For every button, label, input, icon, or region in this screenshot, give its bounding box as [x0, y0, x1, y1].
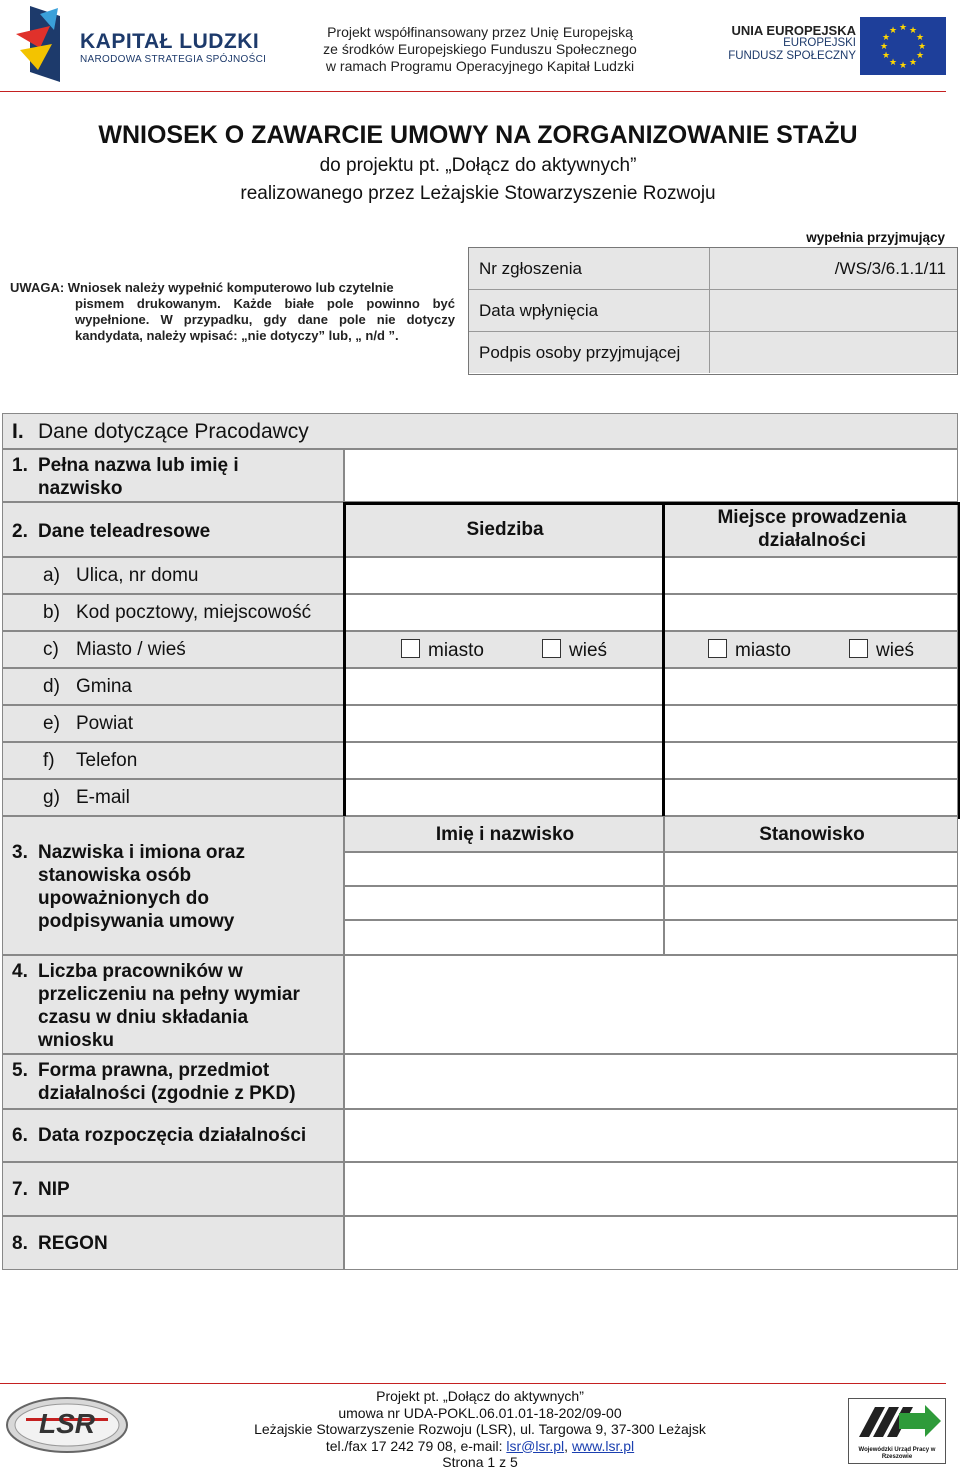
- svg-text:★: ★: [881, 33, 891, 43]
- eu-flag-icon: [860, 17, 946, 75]
- footer-line: Projekt pt. „Dołącz do aktywnych”: [376, 1388, 584, 1404]
- row-label: E-mail: [76, 787, 130, 808]
- row-label: Gmina: [76, 676, 132, 697]
- instruction-line: UWAGA: Wniosek należy wypełnić komputerowo lub czytelnie: [10, 280, 394, 295]
- addr-row-label: [2, 742, 344, 779]
- signatory-position-input[interactable]: [664, 886, 958, 920]
- receiver-row: [469, 248, 957, 290]
- q3-label-cell: [2, 816, 344, 955]
- footer-contact: [230, 1438, 730, 1455]
- start-date-input[interactable]: [344, 1109, 958, 1162]
- svg-text:★: ★: [908, 26, 918, 36]
- lsr-logo: [4, 1394, 130, 1456]
- question-number: 3.: [12, 842, 28, 863]
- q1-label-cell: [2, 449, 344, 502]
- employee-count-input[interactable]: [344, 955, 958, 1054]
- cofinancing-text: [300, 24, 660, 75]
- svg-text:★: ★: [888, 26, 898, 36]
- receiver-row-label: Nr zgłoszenia: [479, 259, 582, 278]
- wup-logo: [848, 1398, 946, 1464]
- registration-number-field[interactable]: [709, 248, 958, 289]
- svg-text:★: ★: [915, 33, 925, 43]
- question-label: NIP: [38, 1179, 70, 1200]
- addr-row-label: [2, 594, 344, 631]
- option-label: wieś: [876, 640, 915, 661]
- question-number: 8.: [12, 1233, 28, 1254]
- wup-logo-text: Wojewódzki Urząd Pracy w Rzeszowie: [858, 1447, 936, 1460]
- footer-text: [230, 1388, 730, 1471]
- row-letter: e): [43, 713, 60, 734]
- svg-text:★: ★: [881, 51, 891, 61]
- addr-row-label: [2, 779, 344, 816]
- question-label: Data rozpoczęcia działalności: [38, 1125, 307, 1146]
- contact-separator: ,: [564, 1437, 572, 1454]
- wup-arrows-icon: [849, 1399, 945, 1447]
- page-number: Strona 1 z 5: [442, 1454, 518, 1470]
- receiver-row: [469, 290, 957, 332]
- full-name-input[interactable]: [344, 449, 958, 502]
- website-link[interactable]: www.lsr.pl: [571, 1437, 635, 1454]
- q5-label-cell: [2, 1054, 344, 1109]
- header-divider: [0, 91, 946, 92]
- section-title: Dane dotyczące Pracodawcy: [38, 420, 309, 443]
- receiver-label: wypełnia przyjmujący: [806, 230, 945, 245]
- question-label: Liczba pracowników w przeliczeniu na pełny wymiar czasu w dniu składania wniosku: [38, 961, 300, 1051]
- question-number: 6.: [12, 1125, 28, 1146]
- row-label: Powiat: [76, 713, 134, 734]
- regon-input[interactable]: [344, 1216, 958, 1270]
- addr-row-label: [2, 668, 344, 705]
- email-link[interactable]: lsr@lsr.pl: [506, 1437, 565, 1454]
- svg-text:★: ★: [917, 42, 927, 52]
- footer-line: Leżajskie Stowarzyszenie Rozwoju (LSR), ul. Targowa 9, 37-300 Leżajsk: [254, 1421, 706, 1437]
- addr-row-label: [2, 705, 344, 742]
- receiver-box: [468, 247, 958, 375]
- cofinancing-line: Projekt współfinansowany przez Unię Europejską: [327, 24, 633, 40]
- question-label: Dane teleadresowe: [38, 521, 211, 542]
- row-letter: f): [43, 750, 55, 771]
- lsr-logo-text: LSR: [39, 1408, 95, 1439]
- signatory-name-input[interactable]: [344, 920, 664, 955]
- instruction-text: pismem drukowanym. Każde białe pole powinno być wypełnione. W przypadku, gdy dane pole nie dotyczy kandydata, należy wpisać: „nie dotyczy” lub, „ n/d ”.: [75, 296, 455, 343]
- row-label: Miasto / wieś: [76, 639, 186, 660]
- cofinancing-line: w ramach Programu Operacyjnego Kapitał Ludzki: [325, 58, 635, 74]
- brand-title: KAPITAŁ LUDZKI: [80, 30, 260, 53]
- signatory-position-input[interactable]: [664, 852, 958, 886]
- column-header-name: [344, 816, 664, 852]
- q2-label-cell: [2, 502, 344, 557]
- footer-divider: [0, 1383, 946, 1384]
- column-header-label: Siedziba: [466, 519, 544, 540]
- q8-label-cell: [2, 1216, 344, 1270]
- row-label: Ulica, nr domu: [76, 565, 199, 586]
- seat-column-outline: [343, 502, 665, 819]
- receipt-date-field[interactable]: [709, 290, 958, 331]
- addr-row-label: [2, 631, 344, 668]
- question-number: 5.: [12, 1060, 28, 1081]
- svg-text:★: ★: [908, 58, 918, 68]
- question-label: Pełna nazwa lub imię i nazwisko: [38, 455, 239, 499]
- svg-text:★: ★: [888, 58, 898, 68]
- q7-label-cell: [2, 1162, 344, 1216]
- q4-label-cell: [2, 955, 344, 1054]
- q6-label-cell: [2, 1109, 344, 1162]
- option-label: miasto: [735, 640, 791, 661]
- question-number: 4.: [12, 961, 28, 982]
- cofinancing-line: ze środków Europejskiego Funduszu Społecznego: [323, 41, 637, 57]
- question-label: Forma prawna, przedmiot działalności (zgodnie z PKD): [38, 1060, 296, 1104]
- signatory-name-input[interactable]: [344, 852, 664, 886]
- question-number: 1.: [12, 455, 28, 476]
- section-header: [2, 413, 958, 449]
- row-label: Telefon: [76, 750, 138, 771]
- signatory-position-input[interactable]: [664, 920, 958, 955]
- contact-prefix: tel./fax 17 242 79 08, e-mail:: [325, 1437, 507, 1454]
- footer-line: umowa nr UDA-POKL.06.01.01-18-202/09-00: [338, 1404, 622, 1421]
- svg-text:★: ★: [915, 51, 925, 61]
- row-letter: b): [43, 602, 60, 623]
- signatory-name-input[interactable]: [344, 886, 664, 920]
- column-header-position: [664, 816, 958, 852]
- option-label: wieś: [569, 640, 608, 661]
- project-name: do projektu pt. „Dołącz do aktywnych”: [319, 155, 637, 176]
- receiver-signature-field[interactable]: [709, 332, 958, 373]
- receiver-row: [469, 332, 957, 373]
- brand-subtitle: NARODOWA STRATEGIA SPÓJNOŚCI: [80, 54, 267, 65]
- addr-row-label: [2, 557, 344, 594]
- eu-logo-text: [720, 24, 856, 63]
- row-label: Kod pocztowy, miejscowość: [76, 602, 312, 623]
- eu-line: EUROPEJSKI: [783, 37, 856, 49]
- svg-text:★: ★: [898, 61, 908, 71]
- question-number: 2.: [12, 521, 28, 542]
- column-header-label: Miejsce prowadzenia działalności: [717, 507, 907, 551]
- registration-number-value: /WS/3/6.1.1/11: [834, 259, 946, 278]
- section-number: I.: [12, 420, 24, 443]
- eu-line: UNIA EUROPEJSKA: [731, 23, 856, 38]
- nip-input[interactable]: [344, 1162, 958, 1216]
- kapital-ludzki-emblem-icon: [10, 4, 80, 84]
- column-header-label: Imię i nazwisko: [435, 824, 575, 845]
- business-column-outline: [662, 502, 960, 819]
- column-header-label: Stanowisko: [759, 824, 865, 845]
- row-letter: d): [43, 676, 60, 697]
- row-letter: a): [43, 565, 60, 586]
- option-label: miasto: [428, 640, 484, 661]
- question-label: Nazwiska i imiona oraz stanowiska osób upoważnionych do podpisywania umowy: [38, 842, 245, 932]
- question-label: REGON: [38, 1233, 108, 1254]
- eu-line: FUNDUSZ SPOŁECZNY: [728, 50, 856, 62]
- receiver-row-label: Podpis osoby przyjmującej: [479, 343, 681, 362]
- legal-form-input[interactable]: [344, 1054, 958, 1109]
- svg-text:★: ★: [898, 23, 908, 33]
- row-letter: c): [43, 639, 59, 660]
- row-letter: g): [43, 787, 60, 808]
- question-number: 7.: [12, 1179, 28, 1200]
- receiver-row-label: Data wpłynięcia: [479, 301, 599, 320]
- form-title: WNIOSEK O ZAWARCIE UMOWY NA ZORGANIZOWANIE STAŻU: [98, 121, 858, 149]
- organizer-line: realizowanego przez Leżajskie Stowarzyszenie Rozwoju: [240, 183, 716, 204]
- svg-text:★: ★: [879, 42, 889, 52]
- fill-instructions: [10, 280, 455, 344]
